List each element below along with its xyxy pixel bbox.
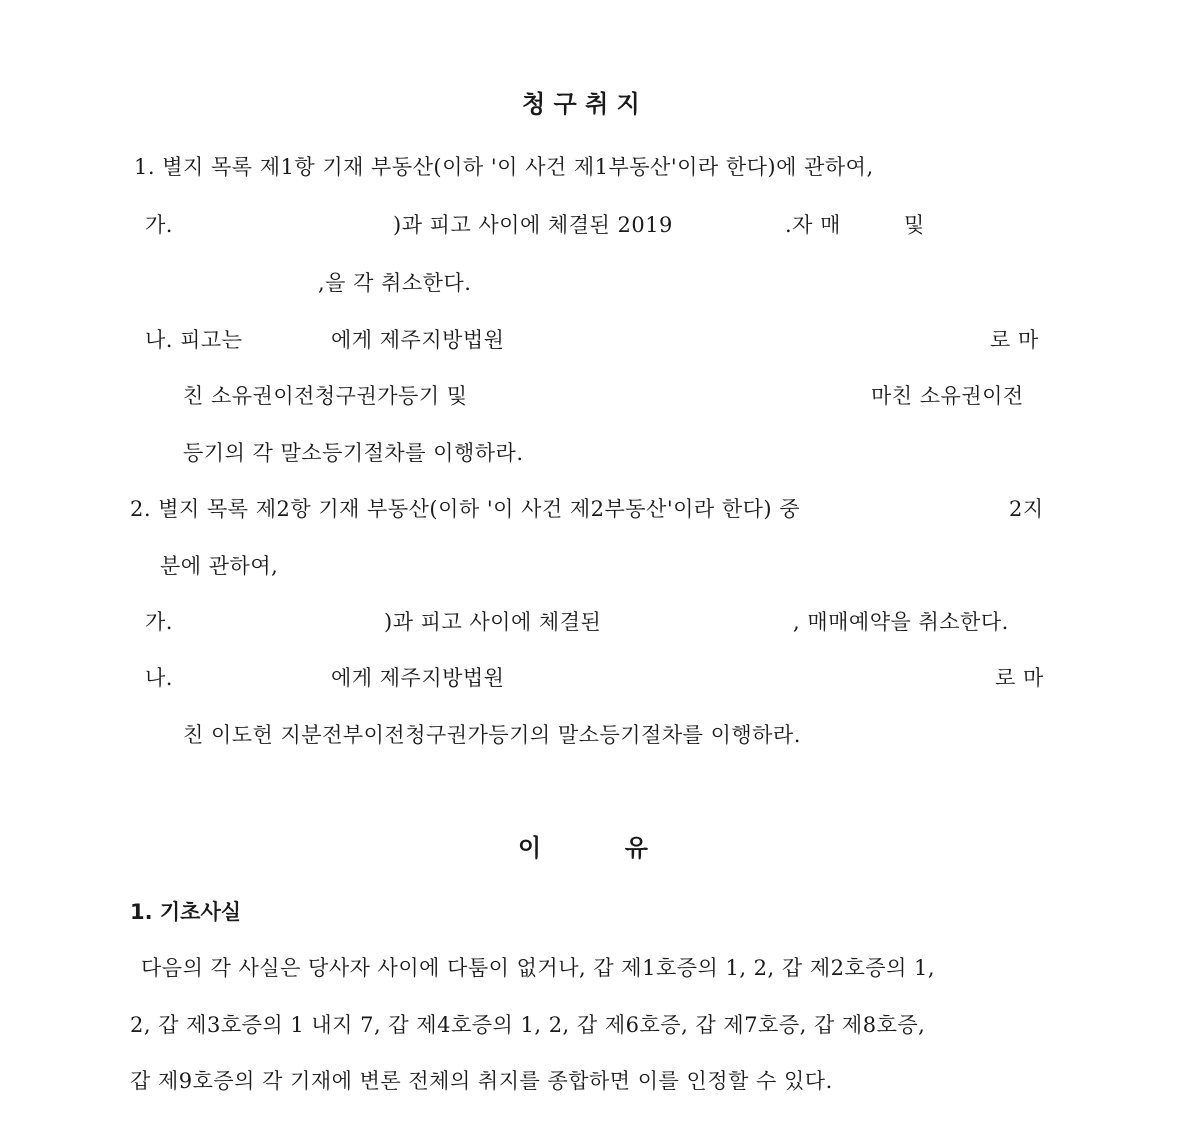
reason-para-line3: 갑 제9호증의 각 기재에 변론 전체의 취지를 종합하면 이를 인정할 수 있다. bbox=[130, 1069, 833, 1093]
claim-item1-na-line2-part1: 친 소유권이전청구권가등기 및 bbox=[183, 384, 468, 408]
claim-item2-line1-part1: 2. 별지 목록 제2항 기재 부동산(이하 '이 사건 제2부동산'이라 한다) 중 bbox=[130, 497, 801, 521]
claim-item2-ga-part2: )과 피고 사이에 체결된 bbox=[384, 610, 602, 634]
claim-item2-ga-part3: , 매매예약을 취소한다. bbox=[793, 610, 1009, 634]
claim-item1-na-line3: 등기의 각 말소등기절차를 이행하라. bbox=[183, 441, 524, 465]
reason-para-line1: 다음의 각 사실은 당사자 사이에 다툼이 없거나, 갑 제1호증의 1, 2, 갑 제2호증의 1, bbox=[141, 956, 936, 980]
claim-item1-ga-part1: 가. bbox=[145, 213, 173, 237]
claim-item1-ga-line2: ,을 각 취소한다. bbox=[318, 271, 472, 295]
claim-item2-na-part1: 나. bbox=[145, 666, 173, 690]
claim-item1-na-line2-part2: 마친 소유권이전 bbox=[871, 384, 1024, 408]
claim-title: 청 구 취 지 bbox=[522, 90, 640, 118]
reason-title: 이 유 bbox=[518, 834, 648, 862]
reason-para-line2: 2, 갑 제3호증의 1 내지 7, 갑 제4호증의 1, 2, 갑 제6호증, 갑 제7호증, 갑 제8호증, bbox=[130, 1013, 926, 1037]
claim-item1-ga-part3: .자 매 bbox=[785, 213, 841, 237]
reason-sub1-title: 1. 기초사실 bbox=[130, 900, 242, 924]
claim-item2-na-part2: 에게 제주지방법원 bbox=[331, 666, 505, 690]
claim-item1-na-part1: 나. 피고는 bbox=[145, 328, 243, 352]
claim-item2-line2: 분에 관하여, bbox=[160, 554, 279, 578]
claim-item1-na-part2: 에게 제주지방법원 bbox=[331, 328, 505, 352]
claim-item2-line1-part2: 2지 bbox=[1009, 497, 1044, 521]
claim-item2-na-part3: 로 마 bbox=[995, 666, 1044, 690]
claim-item1-ga-part4: 및 bbox=[904, 213, 925, 237]
claim-item2-ga-part1: 가. bbox=[145, 610, 173, 634]
claim-item1-ga-part2: )과 피고 사이에 체결된 2019 bbox=[393, 213, 673, 237]
claim-item2-na-line2: 친 이도헌 지분전부이전청구권가등기의 말소등기절차를 이행하라. bbox=[183, 723, 801, 747]
claim-item1-na-part3: 로 마 bbox=[990, 328, 1039, 352]
claim-item1-line1: 1. 별지 목록 제1항 기재 부동산(이하 '이 사건 제1부동산'이라 한다)에 관하여, bbox=[134, 155, 874, 179]
